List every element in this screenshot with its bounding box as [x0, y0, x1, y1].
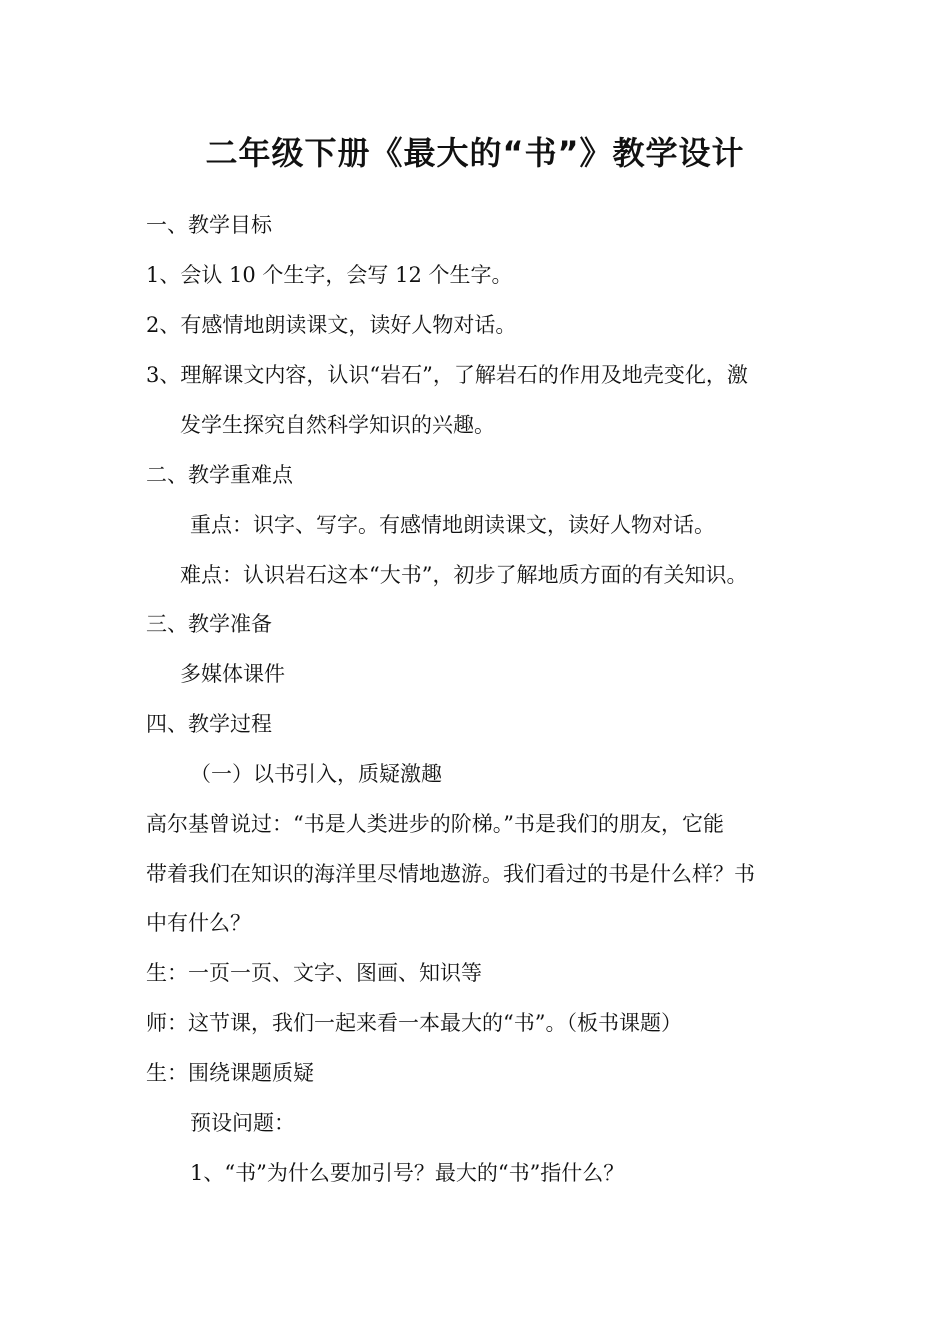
teacher-line: 师：这节课，我们一起来看一本最大的“书”。（板书课题）: [146, 1011, 682, 1035]
section-heading-objectives: 一、教学目标: [146, 213, 272, 237]
paragraph-line: 中有什么？: [146, 911, 251, 935]
section-heading-preparation: 三、教学准备: [146, 612, 272, 636]
objective-item-3: 3、理解课文内容，认识“岩石”，了解岩石的作用及地壳变化，激: [146, 363, 748, 387]
section-heading-process: 四、教学过程: [146, 712, 272, 736]
difficult-point-text: 难点：认识岩石这本“大书”，初步了解地质方面的有关知识。: [180, 563, 748, 587]
paragraph-line: 高尔基曾说过：“书是人类进步的阶梯。”书是我们的朋友，它能: [146, 812, 724, 836]
process-subheading-1: （一）以书引入，质疑激趣: [190, 762, 442, 786]
section-heading-key-points: 二、教学重难点: [146, 463, 293, 487]
paragraph-line: 带着我们在知识的海洋里尽情地遨游。我们看过的书是什么样？书: [146, 862, 755, 886]
objective-item-3-continued: 发学生探究自然科学知识的兴趣。: [180, 413, 495, 437]
key-point-text: 重点：识字、写字。有感情地朗读课文，读好人物对话。: [190, 513, 715, 537]
student-reply: 生：围绕课题质疑: [146, 1061, 314, 1085]
objective-item-2: 2、有感情地朗读课文，读好人物对话。: [146, 313, 517, 337]
preset-questions-label: 预设问题：: [190, 1111, 295, 1135]
preparation-text: 多媒体课件: [180, 662, 285, 686]
objective-item-1: 1、会认 10 个生字，会写 12 个生字。: [146, 263, 513, 287]
preset-question-1: 1、“书”为什么要加引号？最大的“书”指什么？: [190, 1161, 625, 1185]
student-reply: 生：一页一页、文字、图画、知识等: [146, 961, 482, 985]
document-title: 二年级下册《最大的“书”》教学设计: [205, 134, 745, 172]
